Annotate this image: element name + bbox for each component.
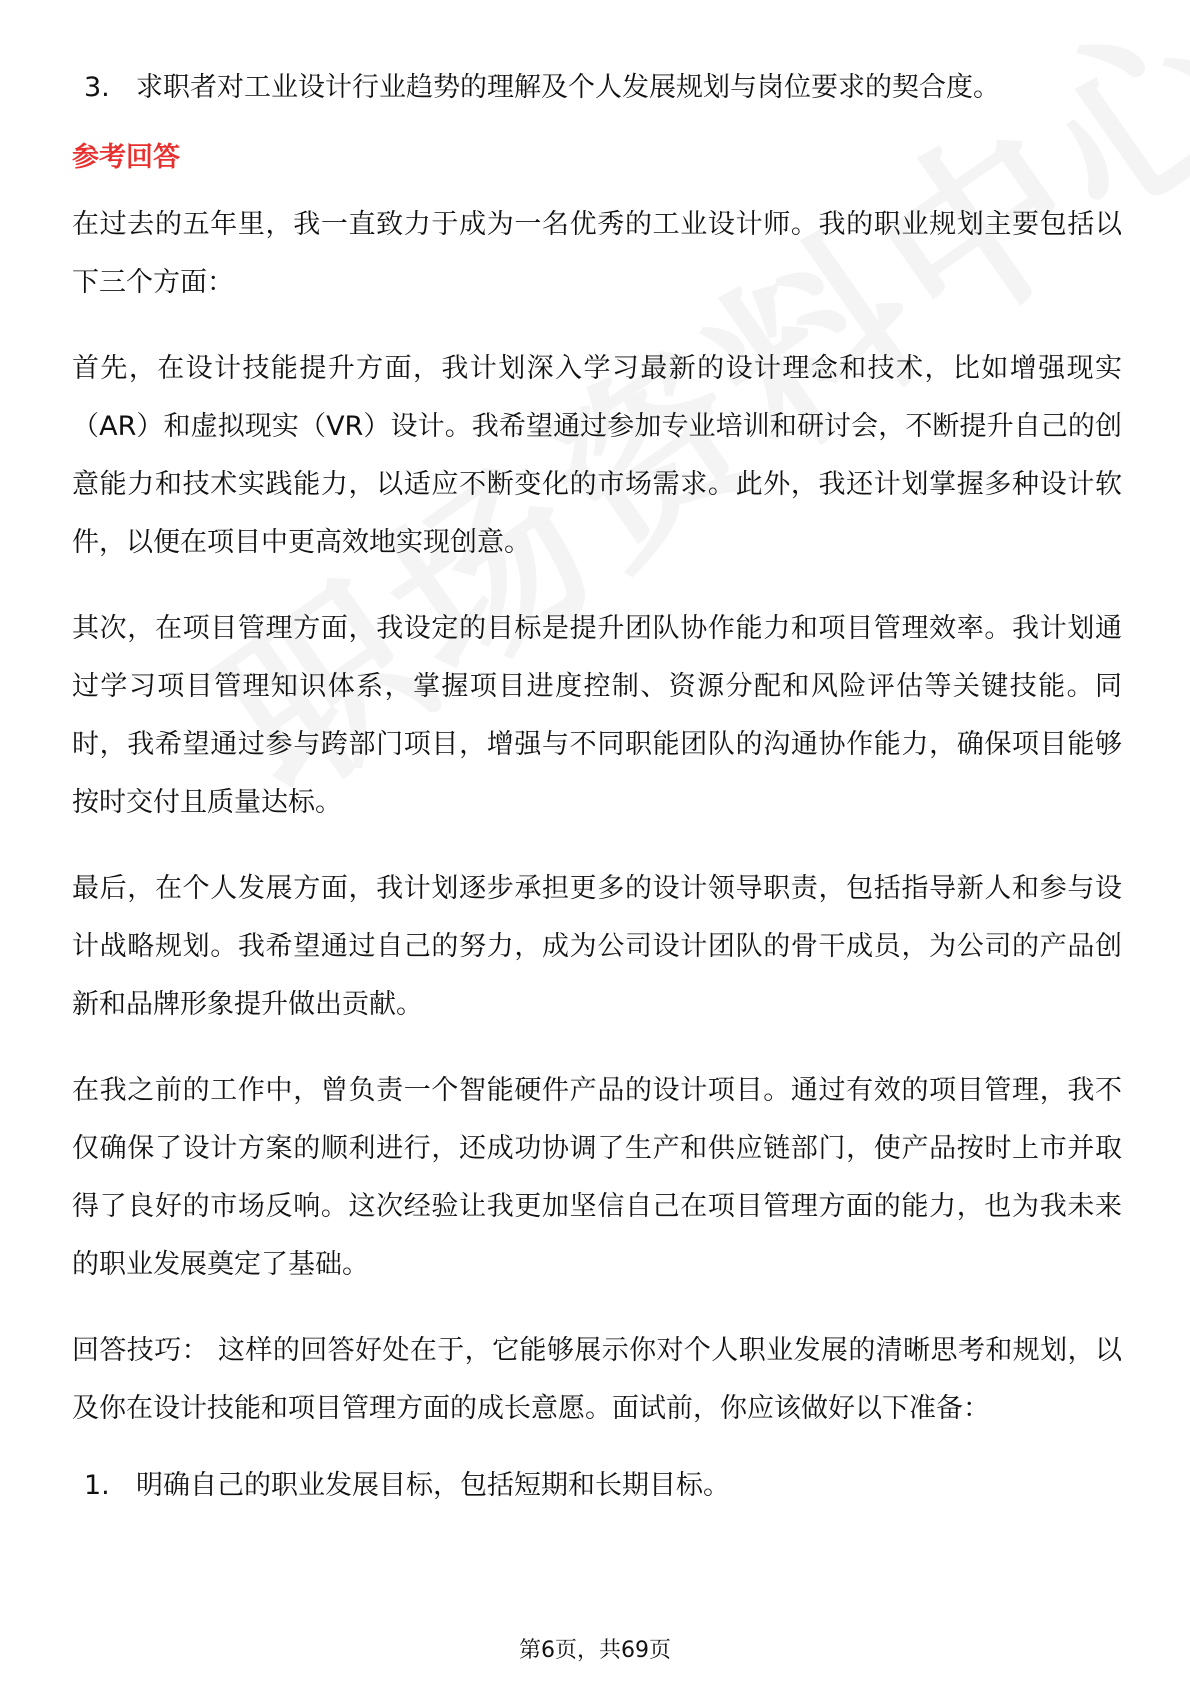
paragraph-project-management: 其次，在项目管理方面，我设定的目标是提升团队协作能力和项目管理效率。我计划通过学习项目管理知识体系，掌握项目进度控制、资源分配和风险评估等关键技能。同时，我希望通过参与跨部门项目，增强与不同职能团队的沟通协作能力，确保项目能够按时交付且质量达标。: [72, 613, 1122, 818]
list-item-1: [84, 1468, 1122, 1504]
paragraph-past-experience: 在我之前的工作中，曾负责一个智能硬件产品的设计项目。通过有效的项目管理，我不仅确保了设计方案的顺利进行，还成功协调了生产和供应链部门，使产品按时上市并取得了良好的市场反响。这次经验让我更加坚信自己在项目管理方面的能力，也为我未来的职业发展奠定了基础。: [72, 1075, 1122, 1280]
list-number: 1.: [84, 1470, 110, 1501]
paragraph-personal-development: 最后，在个人发展方面，我计划逐步承担更多的设计领导职责，包括指导新人和参与设计战略规划。我希望通过自己的努力，成为公司设计团队的骨干成员，为公司的产品创新和品牌形象提升做出贡献。: [72, 873, 1122, 1020]
list-item-3: [84, 70, 1122, 106]
paragraph-answer-tips: 回答技巧： 这样的回答好处在于，它能够展示你对个人职业发展的清晰思考和规划，以及你在设计技能和项目管理方面的成长意愿。面试前，你应该做好以下准备：: [72, 1335, 1122, 1424]
list-item-text: 明确自己的职业发展目标，包括短期和长期目标。: [136, 1470, 730, 1501]
page-number-footer: 第6页，共69页: [519, 1638, 671, 1663]
page-content: [72, 70, 1122, 1504]
list-number: 3.: [84, 72, 110, 103]
list-item-text: 求职者对工业设计行业趋势的理解及个人发展规划与岗位要求的契合度。: [136, 72, 1000, 103]
section-heading-reference-answer: 参考回答: [72, 142, 180, 173]
paragraph-intro: 在过去的五年里，我一直致力于成为一名优秀的工业设计师。我的职业规划主要包括以下三个方面：: [72, 209, 1122, 298]
paragraph-skills: 首先，在设计技能提升方面，我计划深入学习最新的设计理念和技术，比如增强现实（AR）和虚拟现实（VR）设计。我希望通过参加专业培训和研讨会，不断提升自己的创意能力和技术实践能力，以适应不断变化的市场需求。此外，我还计划掌握多种设计软件，以便在项目中更高效地实现创意。: [72, 353, 1122, 558]
